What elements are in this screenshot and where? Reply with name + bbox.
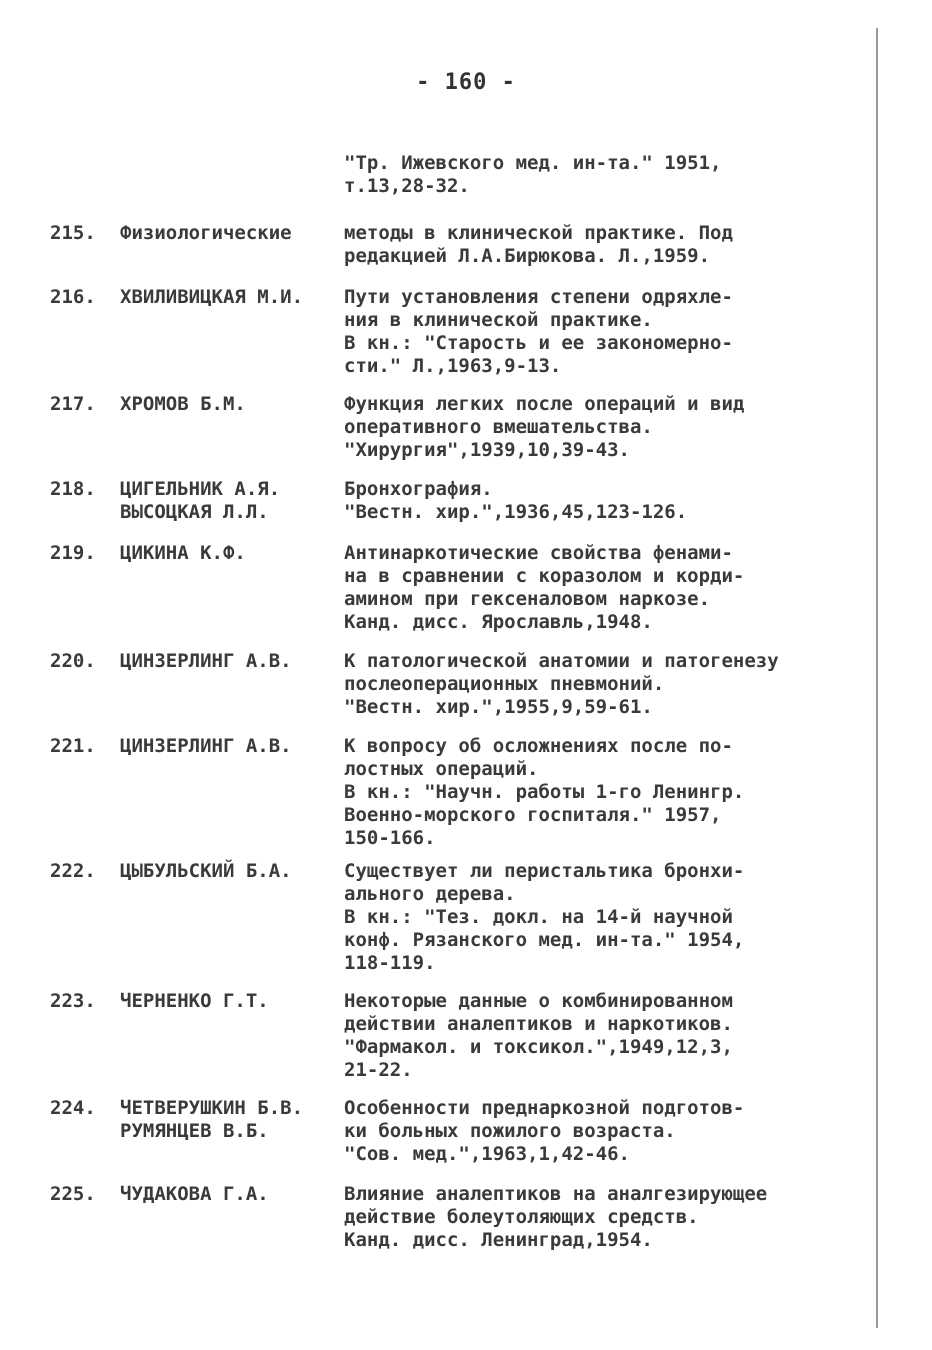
entry-number: 224. xyxy=(50,1097,96,1119)
entry-number: 223. xyxy=(50,990,96,1012)
entry-number: 225. xyxy=(50,1183,96,1205)
entry-author: ЦИГЕЛЬНИК А.Я. ВЫСОЦКАЯ Л.Л. xyxy=(120,478,281,523)
entry-author: ЦИНЗЕРЛИНГ А.В. xyxy=(120,735,292,757)
continuation-line: "Тр. Ижевского мед. ин-та." 1951, xyxy=(344,152,722,174)
page-number: - 160 - xyxy=(416,70,516,95)
entry-number: 220. xyxy=(50,650,96,672)
entry-text: К вопросу об осложнениях после по- лостных операций. В кн.: "Научн. работы 1-го Ленингр. Военно-морского госпиталя." 1957, 150-166. xyxy=(344,735,745,849)
entry-author: ХРОМОВ Б.М. xyxy=(120,393,246,415)
entry-text: Особенности преднаркозной подготов- ки больных пожилого возраста. "Сов. мед.",1963,1,42-46. xyxy=(344,1097,745,1165)
entry-author: ЧЕРНЕНКО Г.Т. xyxy=(120,990,269,1012)
entry-author: ХВИЛИВИЦКАЯ М.И. xyxy=(120,286,304,308)
continuation-line: т.13,28-32. xyxy=(344,175,470,197)
entry-text: Функция легких после операций и вид оперативного вмешательства. "Хирургия",1939,10,39-43. xyxy=(344,393,745,461)
entry-number: 221. xyxy=(50,735,96,757)
entry-number: 217. xyxy=(50,393,96,415)
entry-number: 222. xyxy=(50,860,96,882)
entry-author: ЦИКИНА К.Ф. xyxy=(120,542,246,564)
entry-text: Влияние аналептиков на аналгезирующее действие болеутоляющих средств. Канд. дисс. Ленинград,1954. xyxy=(344,1183,768,1251)
entry-text: К патологической анатомии и патогенезу послеоперационных пневмоний. "Вестн. хир.",1955,9,59-61. xyxy=(344,650,779,718)
entry-text: Пути установления степени одряхле- ния в клинической практике. В кн.: "Старость и ее закономерно- сти." Л.,1963,9-13. xyxy=(344,286,733,377)
entry-number: 218. xyxy=(50,478,96,500)
entry-text: Некоторые данные о комбинированном действии аналептиков и наркотиков. "Фармакол. и токсикол.",1949,12,3, 21-22. xyxy=(344,990,733,1081)
entry-text: Существует ли перистальтика бронхи- ального дерева. В кн.: "Тез. докл. на 14-й научной конф. Рязанского мед. ин-та." 1954, 118-119. xyxy=(344,860,745,974)
entry-text: Бронхография. "Вестн. хир.",1936,45,123-126. xyxy=(344,478,688,523)
entry-number: 215. xyxy=(50,222,96,244)
entry-author: ЦЫБУЛЬСКИЙ Б.А. xyxy=(120,860,292,882)
entry-text: Антинаркотические свойства фенами- на в сравнении с коразолом и корди- амином при гексеналовом наркозе. Канд. дисс. Ярославль,1948. xyxy=(344,542,745,633)
entry-number: 216. xyxy=(50,286,96,308)
entry-author: ЧЕТВЕРУШКИН Б.В. РУМЯНЦЕВ В.Б. xyxy=(120,1097,304,1142)
entry-number: 219. xyxy=(50,542,96,564)
entry-text: методы в клинической практике. Под редакцией Л.А.Бирюкова. Л.,1959. xyxy=(344,222,733,267)
entry-author: ЧУДАКОВА Г.А. xyxy=(120,1183,269,1205)
entry-author: Физиологические xyxy=(120,222,292,244)
entry-author: ЦИНЗЕРЛИНГ А.В. xyxy=(120,650,292,672)
